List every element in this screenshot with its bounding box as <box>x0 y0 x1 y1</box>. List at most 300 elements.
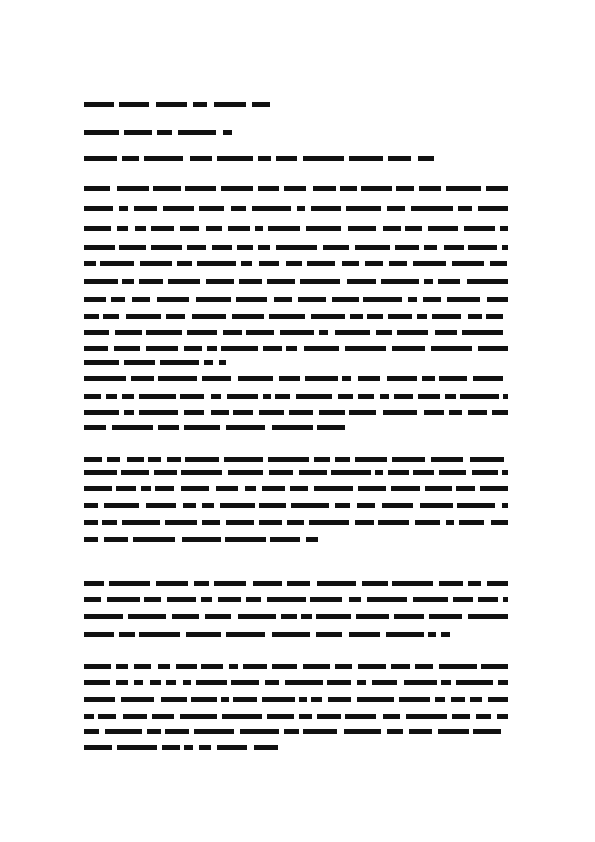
word-glyph <box>415 520 440 525</box>
word-glyph <box>287 520 304 525</box>
word-glyph <box>284 729 299 734</box>
word-glyph <box>84 130 119 135</box>
word-glyph <box>184 745 193 750</box>
word-glyph <box>367 314 383 319</box>
word-glyph <box>397 330 428 335</box>
word-glyph <box>314 457 330 462</box>
word-glyph <box>435 330 457 335</box>
word-glyph <box>438 279 460 284</box>
word-glyph <box>306 226 341 231</box>
word-glyph <box>84 156 117 161</box>
word-glyph <box>168 279 200 284</box>
word-glyph <box>462 330 503 335</box>
word-glyph <box>392 457 425 462</box>
word-glyph <box>84 714 94 719</box>
text-line <box>84 537 318 542</box>
word-glyph <box>201 597 212 602</box>
text-line <box>84 186 508 191</box>
word-glyph <box>265 680 279 685</box>
word-glyph <box>355 457 387 462</box>
word-glyph <box>468 614 508 619</box>
word-glyph <box>363 297 402 302</box>
word-glyph <box>228 226 250 231</box>
word-glyph <box>199 206 224 211</box>
word-glyph <box>258 156 271 161</box>
word-glyph <box>109 581 150 586</box>
word-glyph <box>332 297 359 302</box>
word-glyph <box>166 314 185 319</box>
word-glyph <box>243 664 267 669</box>
word-glyph <box>217 156 253 161</box>
word-glyph <box>122 394 134 399</box>
word-glyph <box>202 520 220 525</box>
word-glyph <box>344 729 381 734</box>
word-glyph <box>375 470 383 475</box>
word-glyph <box>116 680 128 685</box>
word-glyph <box>345 346 386 351</box>
word-glyph <box>503 597 508 602</box>
text-line <box>84 614 508 619</box>
word-glyph <box>126 314 161 319</box>
word-glyph <box>413 470 434 475</box>
word-glyph <box>140 261 172 266</box>
text-line <box>84 745 278 750</box>
word-glyph <box>478 597 498 602</box>
word-glyph <box>349 156 383 161</box>
word-glyph <box>84 680 110 685</box>
word-glyph <box>345 714 376 719</box>
word-glyph <box>158 425 179 430</box>
word-glyph <box>467 279 508 284</box>
word-glyph <box>134 664 151 669</box>
word-glyph <box>331 470 371 475</box>
word-glyph <box>502 503 508 508</box>
word-glyph <box>148 457 161 462</box>
word-glyph <box>167 597 196 602</box>
word-glyph <box>490 261 507 266</box>
word-glyph <box>157 297 189 302</box>
word-glyph <box>128 614 166 619</box>
word-glyph <box>458 206 472 211</box>
word-glyph <box>146 346 178 351</box>
word-glyph <box>453 597 473 602</box>
word-glyph <box>422 376 435 381</box>
word-glyph <box>441 632 450 637</box>
word-glyph <box>386 632 424 637</box>
word-glyph <box>84 470 117 475</box>
word-glyph <box>486 186 508 191</box>
word-glyph <box>84 425 106 430</box>
word-glyph <box>185 186 216 191</box>
word-glyph <box>165 729 189 734</box>
text-line <box>84 330 508 335</box>
word-glyph <box>114 346 140 351</box>
word-glyph <box>236 297 267 302</box>
word-glyph <box>237 245 253 250</box>
word-glyph <box>309 520 349 525</box>
word-glyph <box>84 503 98 508</box>
word-glyph <box>487 581 508 586</box>
word-glyph <box>319 330 328 335</box>
word-glyph <box>263 394 271 399</box>
word-glyph <box>350 314 363 319</box>
word-glyph <box>255 226 263 231</box>
word-glyph <box>147 729 161 734</box>
word-glyph <box>267 597 306 602</box>
word-glyph <box>262 697 295 702</box>
word-glyph <box>357 697 394 702</box>
word-glyph <box>206 226 222 231</box>
word-glyph <box>223 130 232 135</box>
text-line <box>84 664 508 669</box>
word-glyph <box>503 394 508 399</box>
word-glyph <box>420 503 453 508</box>
word-glyph <box>228 470 263 475</box>
word-glyph <box>84 394 101 399</box>
word-glyph <box>121 470 149 475</box>
word-glyph <box>306 537 318 542</box>
word-glyph <box>447 297 480 302</box>
word-glyph <box>428 632 436 637</box>
word-glyph <box>303 664 330 669</box>
word-glyph <box>423 297 441 302</box>
word-glyph <box>180 394 204 399</box>
word-glyph <box>238 376 273 381</box>
word-glyph <box>280 330 314 335</box>
word-glyph <box>418 156 434 161</box>
word-glyph <box>204 360 213 365</box>
word-glyph <box>127 457 144 462</box>
word-glyph <box>112 425 153 430</box>
word-glyph <box>314 486 353 491</box>
word-glyph <box>497 714 508 719</box>
word-glyph <box>103 314 119 319</box>
word-glyph <box>413 261 446 266</box>
word-glyph <box>163 206 194 211</box>
word-glyph <box>303 156 344 161</box>
word-glyph <box>488 697 508 702</box>
word-glyph <box>134 206 157 211</box>
word-glyph <box>202 376 231 381</box>
word-glyph <box>139 279 163 284</box>
text-line <box>84 581 508 586</box>
word-glyph <box>133 537 175 542</box>
word-glyph <box>84 360 119 365</box>
word-glyph <box>284 186 306 191</box>
word-glyph <box>313 186 336 191</box>
word-glyph <box>380 394 389 399</box>
word-glyph <box>424 410 444 415</box>
word-glyph <box>132 297 150 302</box>
word-glyph <box>240 729 279 734</box>
word-glyph <box>270 537 300 542</box>
word-glyph <box>233 697 257 702</box>
word-glyph <box>349 410 376 415</box>
word-glyph <box>268 226 300 231</box>
word-glyph <box>335 330 370 335</box>
word-glyph <box>231 206 246 211</box>
word-glyph <box>150 680 161 685</box>
word-glyph <box>381 279 419 284</box>
word-glyph <box>376 330 392 335</box>
word-glyph <box>432 314 461 319</box>
word-glyph <box>104 537 128 542</box>
word-glyph <box>399 697 430 702</box>
text-line <box>84 245 508 250</box>
word-glyph <box>383 410 417 415</box>
word-glyph <box>286 346 297 351</box>
word-glyph <box>431 346 472 351</box>
word-glyph <box>84 410 119 415</box>
word-glyph <box>405 226 422 231</box>
word-glyph <box>419 186 441 191</box>
word-glyph <box>287 581 310 586</box>
word-glyph <box>502 245 508 250</box>
word-glyph <box>166 680 176 685</box>
word-glyph <box>184 410 204 415</box>
word-glyph <box>221 346 258 351</box>
word-glyph <box>439 470 466 475</box>
word-glyph <box>153 186 181 191</box>
word-glyph <box>428 226 458 231</box>
word-glyph <box>214 102 246 107</box>
word-glyph <box>187 330 217 335</box>
text-line <box>84 279 508 284</box>
word-glyph <box>157 130 172 135</box>
word-glyph <box>476 714 491 719</box>
word-glyph <box>486 314 503 319</box>
word-glyph <box>201 664 223 669</box>
text-line <box>84 346 508 351</box>
word-glyph <box>267 714 294 719</box>
word-glyph <box>160 360 199 365</box>
word-glyph <box>323 245 349 250</box>
word-glyph <box>388 156 411 161</box>
word-glyph <box>468 581 481 586</box>
word-glyph <box>84 632 114 637</box>
word-glyph <box>220 503 255 508</box>
word-glyph <box>115 330 142 335</box>
word-glyph <box>417 314 427 319</box>
word-glyph <box>107 597 140 602</box>
word-glyph <box>451 697 465 702</box>
word-glyph <box>297 206 305 211</box>
word-glyph <box>229 664 238 669</box>
word-glyph <box>259 503 286 508</box>
word-glyph <box>139 410 178 415</box>
word-glyph <box>167 457 181 462</box>
word-glyph <box>500 226 508 231</box>
text-line <box>84 394 508 399</box>
text-line <box>84 376 508 381</box>
word-glyph <box>253 581 282 586</box>
word-glyph <box>418 394 440 399</box>
word-glyph <box>411 206 453 211</box>
word-glyph <box>119 206 128 211</box>
word-glyph <box>274 297 292 302</box>
word-glyph <box>84 697 115 702</box>
word-glyph <box>205 614 231 619</box>
word-glyph <box>468 410 487 415</box>
word-glyph <box>299 697 307 702</box>
word-glyph <box>358 486 386 491</box>
word-glyph <box>84 614 123 619</box>
word-glyph <box>409 729 432 734</box>
word-glyph <box>317 581 356 586</box>
word-glyph <box>291 503 329 508</box>
word-glyph <box>252 206 291 211</box>
word-glyph <box>146 503 176 508</box>
word-glyph <box>84 486 112 491</box>
word-glyph <box>161 697 187 702</box>
word-glyph <box>439 664 477 669</box>
word-glyph <box>124 360 155 365</box>
word-glyph <box>233 410 253 415</box>
word-glyph <box>317 714 341 719</box>
word-glyph <box>456 680 493 685</box>
word-glyph <box>272 425 313 430</box>
word-glyph <box>84 297 106 302</box>
word-glyph <box>156 581 188 586</box>
word-glyph <box>84 279 118 284</box>
word-glyph <box>223 330 242 335</box>
word-glyph <box>105 729 142 734</box>
word-glyph <box>392 346 425 351</box>
word-glyph <box>239 279 262 284</box>
word-glyph <box>180 714 217 719</box>
word-glyph <box>395 245 419 250</box>
word-glyph <box>268 457 309 462</box>
word-glyph <box>391 486 420 491</box>
text-line <box>84 130 232 135</box>
word-glyph <box>202 503 214 508</box>
word-glyph <box>304 346 339 351</box>
word-glyph <box>196 297 231 302</box>
word-glyph <box>181 486 209 491</box>
word-glyph <box>435 697 445 702</box>
text-line <box>84 697 508 702</box>
word-glyph <box>182 537 221 542</box>
word-glyph <box>342 261 359 266</box>
word-glyph <box>347 279 376 284</box>
word-glyph <box>98 714 116 719</box>
word-glyph <box>446 520 454 525</box>
word-glyph <box>449 410 462 415</box>
word-glyph <box>487 297 508 302</box>
word-glyph <box>276 245 317 250</box>
word-glyph <box>272 632 310 637</box>
word-glyph <box>238 614 276 619</box>
word-glyph <box>311 314 345 319</box>
text-line <box>84 261 508 266</box>
word-glyph <box>196 680 227 685</box>
word-glyph <box>311 697 322 702</box>
word-glyph <box>358 394 374 399</box>
word-glyph <box>194 581 209 586</box>
word-glyph <box>84 664 111 669</box>
word-glyph <box>481 664 508 669</box>
word-glyph <box>387 729 403 734</box>
word-glyph <box>84 745 112 750</box>
word-glyph <box>362 581 388 586</box>
word-glyph <box>111 297 125 302</box>
word-glyph <box>84 245 115 250</box>
word-glyph <box>457 503 495 508</box>
text-line <box>84 597 508 602</box>
word-glyph <box>441 680 451 685</box>
word-glyph <box>124 130 152 135</box>
word-glyph <box>285 680 323 685</box>
word-glyph <box>328 697 351 702</box>
text-line <box>84 486 508 491</box>
word-glyph <box>152 714 174 719</box>
word-glyph <box>460 394 499 399</box>
word-glyph <box>84 261 96 266</box>
word-glyph <box>286 261 302 266</box>
word-glyph <box>307 261 335 266</box>
word-glyph <box>211 410 229 415</box>
word-glyph <box>299 714 312 719</box>
word-glyph <box>383 226 401 231</box>
text-line <box>84 297 508 302</box>
word-glyph <box>177 261 192 266</box>
word-glyph <box>107 457 120 462</box>
word-glyph <box>84 729 99 734</box>
word-glyph <box>361 186 392 191</box>
word-glyph <box>439 376 467 381</box>
word-glyph <box>275 394 290 399</box>
word-glyph <box>431 457 463 462</box>
word-glyph <box>470 697 482 702</box>
word-glyph <box>478 206 508 211</box>
word-glyph <box>186 632 221 637</box>
word-glyph <box>84 102 114 107</box>
word-glyph <box>452 261 484 266</box>
word-glyph <box>279 376 300 381</box>
text-line <box>84 714 508 719</box>
word-glyph <box>404 680 437 685</box>
text-line <box>84 470 508 475</box>
word-glyph <box>212 245 232 250</box>
word-glyph <box>269 470 293 475</box>
word-glyph <box>394 614 424 619</box>
word-glyph <box>211 394 221 399</box>
word-glyph <box>259 261 279 266</box>
word-glyph <box>84 457 102 462</box>
word-glyph <box>389 261 407 266</box>
word-glyph <box>424 245 437 250</box>
word-glyph <box>254 745 278 750</box>
word-glyph <box>100 261 134 266</box>
word-glyph <box>155 486 174 491</box>
word-glyph <box>156 102 187 107</box>
word-glyph <box>319 410 345 415</box>
word-glyph <box>206 279 234 284</box>
word-glyph <box>394 394 413 399</box>
text-line <box>84 226 508 231</box>
word-glyph <box>383 714 400 719</box>
word-glyph <box>84 537 98 542</box>
word-glyph <box>388 470 409 475</box>
word-glyph <box>141 486 151 491</box>
word-glyph <box>193 102 207 107</box>
word-glyph <box>117 226 128 231</box>
word-glyph <box>252 102 270 107</box>
word-glyph <box>452 714 470 719</box>
word-glyph <box>119 632 135 637</box>
word-glyph <box>187 245 206 250</box>
word-glyph <box>316 614 351 619</box>
